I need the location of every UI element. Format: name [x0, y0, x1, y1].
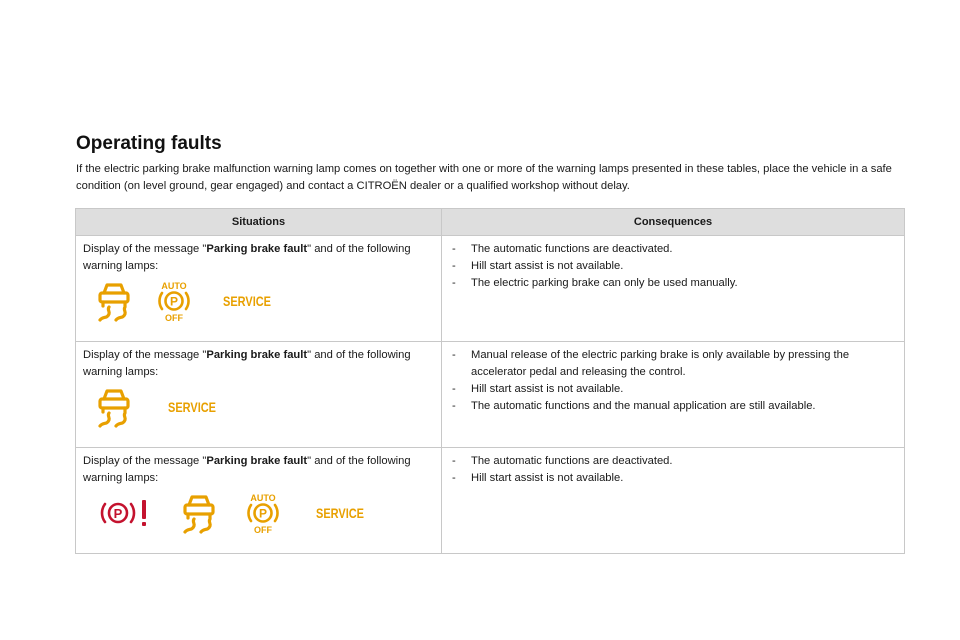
table-row [76, 448, 905, 554]
table-row [76, 342, 905, 448]
consequence-cell [442, 236, 905, 342]
auto-label: AUTO [250, 493, 276, 503]
service-label: SERVICE [168, 399, 216, 415]
service-label: SERVICE [316, 505, 364, 521]
warning-lamps [76, 275, 441, 330]
list-item: - Manual release of the electric parking brake is only available by pressing the accelerator pedal and releasing the control. [452, 347, 896, 381]
situation-text [76, 448, 441, 487]
off-label: OFF [165, 313, 183, 323]
parking-brake-alert-icon [100, 497, 152, 532]
service-icon [223, 291, 275, 314]
consequence-list [442, 342, 904, 415]
warning-lamps [76, 487, 441, 542]
situation-text [76, 342, 441, 381]
message-bold: Parking brake fault [206, 455, 308, 467]
message-suffix: " and of the following warning lamps: [83, 349, 411, 378]
p-label: P [258, 506, 268, 521]
list-item: - The automatic functions are deactivated. [452, 241, 896, 258]
warning-lamps [76, 381, 441, 436]
list-item: - Hill start assist is not available. [452, 381, 896, 398]
message-suffix: " and of the following warning lamps: [83, 455, 411, 484]
situation-text [76, 236, 441, 275]
list-item: - Hill start assist is not available. [452, 470, 896, 487]
service-label: SERVICE [223, 293, 271, 309]
esp-skid-icon [180, 492, 218, 537]
situation-cell [76, 236, 442, 342]
header-consequences: Consequences [442, 209, 905, 236]
message-prefix: Display of the message " [83, 243, 207, 255]
situation-cell [76, 448, 442, 554]
off-label: OFF [254, 525, 272, 535]
situation-cell [76, 342, 442, 448]
auto-label: AUTO [161, 281, 187, 291]
operating-faults-table [75, 208, 905, 554]
message-bold: Parking brake fault [206, 243, 308, 255]
consequence-cell [442, 342, 905, 448]
consequence-cell [442, 448, 905, 554]
message-prefix: Display of the message " [83, 349, 207, 361]
intro-paragraph: If the electric parking brake malfunction warning lamp comes on together with one or more of the warning lamps presented in these tables, place the vehicle in a safe condition (on level ground, gear engaged) and contact a CITROËN dealer or a qualified workshop without delay. [76, 163, 892, 192]
p-label: P [169, 294, 179, 309]
table-header-row [76, 209, 905, 236]
esp-skid-icon [95, 280, 133, 325]
consequence-list [442, 236, 904, 292]
list-item: - The electric parking brake can only be used manually. [452, 275, 896, 292]
service-icon [316, 503, 368, 526]
message-prefix: Display of the message " [83, 455, 207, 467]
message-suffix: " and of the following warning lamps: [83, 243, 411, 272]
header-situations: Situations [76, 209, 442, 236]
page-title: Operating faults [76, 133, 222, 154]
p-label: P [113, 506, 123, 521]
auto-p-off-icon [155, 280, 193, 325]
list-item: - The automatic functions are deactivated. [452, 453, 896, 470]
esp-skid-icon [95, 386, 133, 431]
consequence-list [442, 448, 904, 487]
message-bold: Parking brake fault [206, 349, 308, 361]
list-item: - Hill start assist is not available. [452, 258, 896, 275]
table-row [76, 236, 905, 342]
list-item: - The automatic functions and the manual application are still available. [452, 398, 896, 415]
auto-p-off-icon [244, 492, 282, 537]
service-icon [168, 397, 220, 420]
